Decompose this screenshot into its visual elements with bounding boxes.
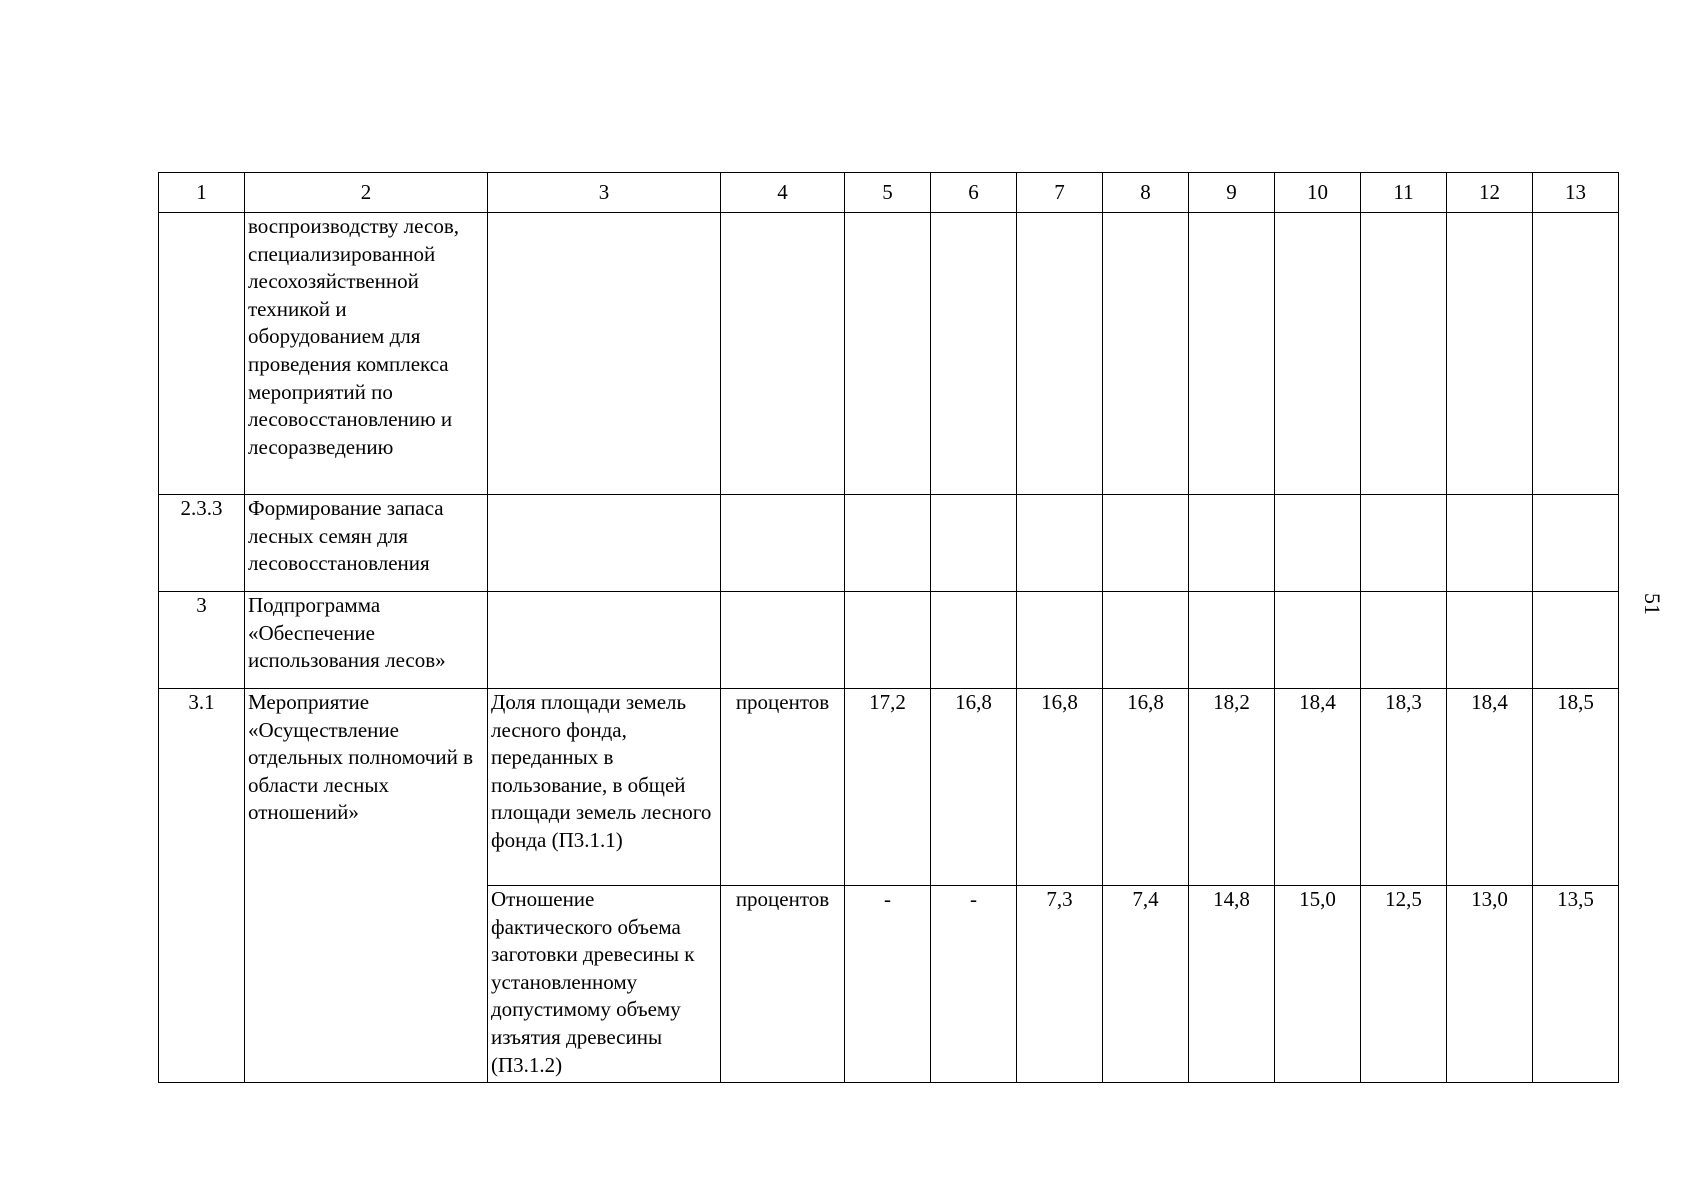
value-cell: [1189, 213, 1275, 495]
table-row: [159, 213, 1619, 495]
row-name-cell: Мероприятие «Осуществление отдельных полномочий в области лесных отношений»: [245, 689, 488, 1083]
value-cell: [931, 213, 1017, 495]
value-cell: [1361, 213, 1447, 495]
row-number-cell: 3.1: [159, 689, 245, 1083]
value-cell: 18,4: [1275, 689, 1361, 886]
column-header: 3: [488, 173, 721, 213]
column-header: 13: [1533, 173, 1619, 213]
row-name-cell: Подпрограмма «Обеспечение использования лесов»: [245, 592, 488, 689]
value-cell: [1189, 592, 1275, 689]
column-header: 7: [1017, 173, 1103, 213]
column-header: 6: [931, 173, 1017, 213]
indicators-table: [158, 172, 1619, 1083]
unit-cell: [721, 213, 845, 495]
value-cell: 7,4: [1103, 886, 1189, 1083]
column-header: 4: [721, 173, 845, 213]
value-cell: 15,0: [1275, 886, 1361, 1083]
value-cell: 13,5: [1533, 886, 1619, 1083]
value-cell: [1361, 592, 1447, 689]
value-cell: 12,5: [1361, 886, 1447, 1083]
value-cell: 13,0: [1447, 886, 1533, 1083]
unit-cell: [721, 495, 845, 592]
indicator-cell: Доля площади земель лесного фонда, переданных в пользование, в общей площади земель лесного фонда (П3.1.1): [488, 689, 721, 886]
value-cell: [845, 592, 931, 689]
value-cell: [1533, 495, 1619, 592]
row-number-cell: [159, 213, 245, 495]
indicator-cell: [488, 495, 721, 592]
indicator-cell: [488, 213, 721, 495]
value-cell: [931, 592, 1017, 689]
value-cell: [1103, 592, 1189, 689]
value-cell: 16,8: [931, 689, 1017, 886]
value-cell: 17,2: [845, 689, 931, 886]
column-header: 12: [1447, 173, 1533, 213]
table-row: [159, 495, 1619, 592]
column-header: 9: [1189, 173, 1275, 213]
value-cell: 7,3: [1017, 886, 1103, 1083]
column-header: 10: [1275, 173, 1361, 213]
unit-cell: [721, 592, 845, 689]
value-cell: [1275, 495, 1361, 592]
row-number-cell: 2.3.3: [159, 495, 245, 592]
value-cell: [1103, 213, 1189, 495]
column-header: 5: [845, 173, 931, 213]
row-number-cell: 3: [159, 592, 245, 689]
value-cell: [1361, 495, 1447, 592]
value-cell: [1533, 592, 1619, 689]
column-header: 8: [1103, 173, 1189, 213]
indicator-cell: [488, 592, 721, 689]
value-cell: -: [931, 886, 1017, 1083]
value-cell: [1103, 495, 1189, 592]
value-cell: -: [845, 886, 931, 1083]
indicator-cell: Отношение фактического объема заготовки древесины к установленному допустимому объему изъятия древесины (П3.1.2): [488, 886, 721, 1083]
value-cell: 18,5: [1533, 689, 1619, 886]
table-header-row: [159, 173, 1619, 213]
unit-cell: процентов: [721, 689, 845, 886]
value-cell: [1189, 495, 1275, 592]
value-cell: [1447, 213, 1533, 495]
column-header: 2: [245, 173, 488, 213]
value-cell: 18,2: [1189, 689, 1275, 886]
value-cell: [1447, 592, 1533, 689]
value-cell: 18,3: [1361, 689, 1447, 886]
unit-cell: процентов: [721, 886, 845, 1083]
value-cell: [1017, 213, 1103, 495]
row-name-cell: Формирование запаса лесных семян для лесовосстановления: [245, 495, 488, 592]
table-row: [159, 689, 1619, 886]
value-cell: [1533, 213, 1619, 495]
value-cell: [845, 213, 931, 495]
value-cell: 16,8: [1017, 689, 1103, 886]
value-cell: [1275, 213, 1361, 495]
value-cell: [931, 495, 1017, 592]
column-header: 11: [1361, 173, 1447, 213]
value-cell: [1447, 495, 1533, 592]
value-cell: [1017, 495, 1103, 592]
row-name-cell: воспроизводству лесов, специализированной лесохозяйственной техникой и оборудованием для проведения комплекса мероприятий по лесовосстановлению и лесоразведению: [245, 213, 488, 495]
value-cell: 14,8: [1189, 886, 1275, 1083]
page-number: 51: [1640, 593, 1665, 615]
table-row: [159, 592, 1619, 689]
value-cell: [1017, 592, 1103, 689]
value-cell: [845, 495, 931, 592]
value-cell: 18,4: [1447, 689, 1533, 886]
value-cell: 16,8: [1103, 689, 1189, 886]
value-cell: [1275, 592, 1361, 689]
column-header: 1: [159, 173, 245, 213]
